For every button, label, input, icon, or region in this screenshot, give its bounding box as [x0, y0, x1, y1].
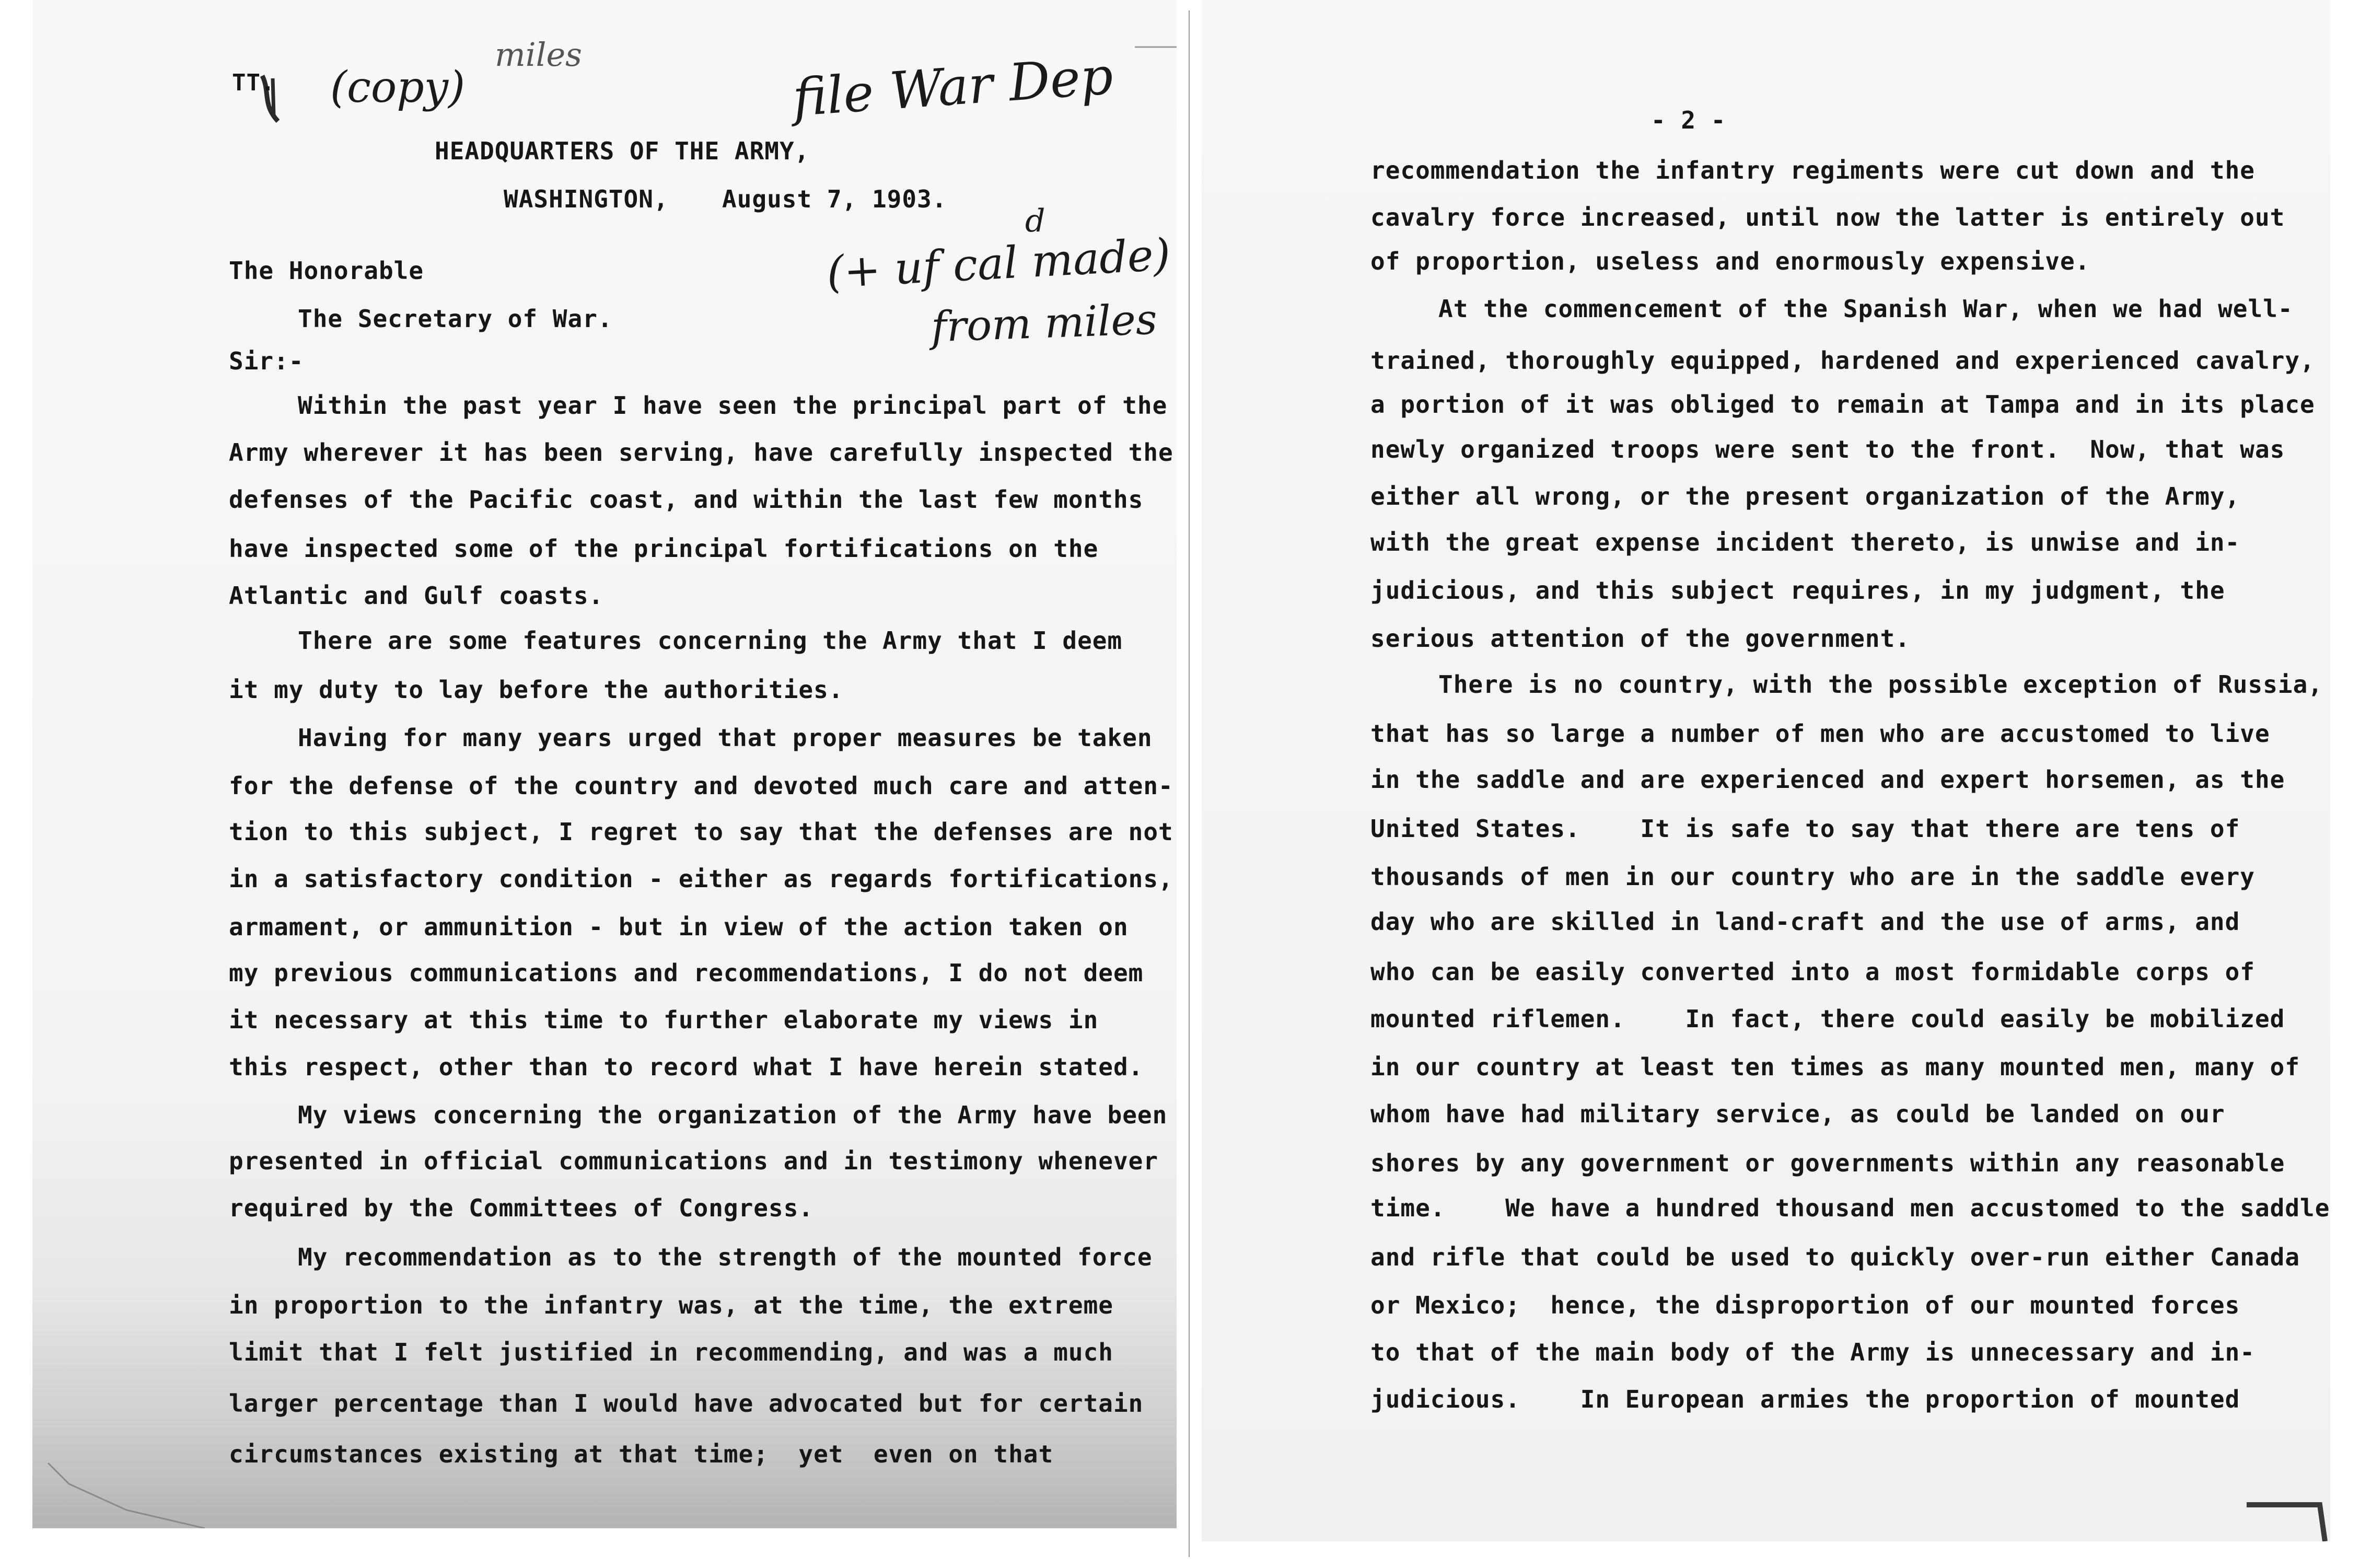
- body-line: larger percentage than I would have advocated but for certain: [229, 1389, 1144, 1418]
- body-line: Within the past year I have seen the principal part of the: [298, 391, 1168, 420]
- handwritten-from-miles-note: from miles: [930, 295, 1158, 352]
- body-line: presented in official communications and in testimony whenever: [229, 1147, 1159, 1175]
- curled-edge: [48, 1463, 205, 1528]
- body-line: have inspected some of the principal fortifications on the: [229, 535, 1099, 563]
- body-line: to that of the main body of the Army is unnecessary and in-: [1370, 1338, 2255, 1366]
- body-line: serious attention of the government.: [1370, 624, 1910, 653]
- body-line: armament, or ammunition - but in view of the action taken on: [229, 913, 1129, 941]
- body-line: judicious. In European armies the proportion of mounted: [1370, 1385, 2240, 1413]
- page-number: - 2 -: [1651, 106, 1726, 134]
- body-line: Atlantic and Gulf coasts.: [229, 582, 604, 610]
- letterhead-place: WASHINGTON,: [504, 185, 669, 213]
- body-line: with the great expense incident thereto, is unwise and in-: [1370, 528, 2240, 556]
- handwritten-made-superscript: d: [1025, 203, 1045, 239]
- letterhead-line1: HEADQUARTERS OF THE ARMY,: [435, 137, 810, 165]
- letterhead-date: August 7, 1903.: [722, 185, 947, 213]
- body-line: cavalry force increased, until now the latter is entirely out: [1370, 203, 2285, 231]
- body-line: tion to this subject, I regret to say that the defenses are not: [229, 818, 1173, 846]
- file-code: TT.: [232, 69, 275, 96]
- addressee-line1: The Honorable: [229, 257, 424, 285]
- body-line: for the defense of the country and devoted much care and atten-: [229, 772, 1173, 800]
- body-line: United States. It is safe to say that there are tens of: [1370, 815, 2240, 843]
- addressee-line2: The Secretary of War.: [298, 305, 613, 333]
- left-page: [32, 0, 1177, 1528]
- body-line: in our country at least ten times as many mounted men, many of: [1370, 1053, 2300, 1081]
- salutation-sir: Sir:-: [229, 347, 304, 375]
- body-line: my previous communications and recommendations, I do not deem: [229, 959, 1144, 987]
- body-line: judicious, and this subject requires, in my judgment, the: [1370, 576, 2225, 605]
- body-line: time. We have a hundred thousand men accustomed to the saddle: [1370, 1194, 2330, 1222]
- body-line: whom have had military service, as could be landed on our: [1370, 1100, 2225, 1128]
- right-page: [1202, 0, 2330, 1541]
- handwritten-miles-note: miles: [495, 36, 582, 74]
- body-line: that has so large a number of men who are accustomed to live: [1370, 719, 2270, 748]
- body-line: My recommendation as to the strength of the mounted force: [298, 1243, 1153, 1271]
- body-line: it my duty to lay before the authorities.: [229, 676, 844, 704]
- body-line: newly organized troops were sent to the front. Now, that was: [1370, 435, 2285, 463]
- body-line: shores by any government or governments within any reasonable: [1370, 1149, 2285, 1177]
- body-line: There are some features concerning the Army that I deem: [298, 626, 1123, 655]
- body-line: limit that I felt justified in recommending, and was a much: [229, 1338, 1113, 1366]
- body-line: a portion of it was obliged to remain at Tampa and in its place: [1370, 390, 2315, 419]
- corner-tear-mark: [2247, 1505, 2325, 1541]
- body-line: of proportion, useless and enormously expensive.: [1370, 247, 2090, 275]
- body-line: At the commencement of the Spanish War, when we had well-: [1438, 295, 2293, 323]
- gutter-fold-line: [1189, 10, 1190, 1557]
- body-line: in a satisfactory condition - either as regards fortifications,: [229, 865, 1173, 893]
- body-line: recommendation the infantry regiments were cut down and the: [1370, 156, 2255, 184]
- right-page-marks: [1202, 0, 2330, 1541]
- body-line: day who are skilled in land-craft and the use of arms, and: [1370, 908, 2240, 936]
- body-line: thousands of men in our country who are in the saddle every: [1370, 863, 2255, 891]
- body-line: trained, thoroughly equipped, hardened and experienced cavalry,: [1370, 346, 2315, 375]
- body-line: in the saddle and are experienced and expert horsemen, as the: [1370, 765, 2285, 794]
- body-line: this respect, other than to record what I have herein stated.: [229, 1053, 1144, 1081]
- body-line: it necessary at this time to further elaborate my views in: [229, 1006, 1099, 1034]
- body-line: mounted riflemen. In fact, there could easily be mobilized: [1370, 1005, 2285, 1033]
- handwritten-file-note: file War Dep: [790, 46, 1115, 129]
- body-line: Army wherever it has been serving, have carefully inspected the: [229, 438, 1173, 467]
- body-line: defenses of the Pacific coast, and within the last few months: [229, 485, 1144, 514]
- body-line: Having for many years urged that proper measures be taken: [298, 724, 1153, 752]
- body-line: My views concerning the organization of the Army have been: [298, 1101, 1168, 1129]
- handwritten-copy-note: (copy): [330, 63, 466, 112]
- body-line: who can be easily converted into a most formidable corps of: [1370, 958, 2255, 986]
- body-line: required by the Committees of Congress.: [229, 1194, 814, 1222]
- body-line: in proportion to the infantry was, at the time, the extreme: [229, 1291, 1113, 1319]
- body-line: either all wrong, or the present organization of the Army,: [1370, 482, 2240, 510]
- handwritten-made-note: (+ uf cal made): [825, 228, 1172, 298]
- body-line: or Mexico; hence, the disproportion of our mounted forces: [1370, 1291, 2240, 1319]
- body-line: circumstances existing at that time; yet even on that: [229, 1440, 1054, 1468]
- body-line: and rifle that could be used to quickly over-run either Canada: [1370, 1243, 2300, 1271]
- body-line: There is no country, with the possible exception of Russia,: [1438, 670, 2323, 699]
